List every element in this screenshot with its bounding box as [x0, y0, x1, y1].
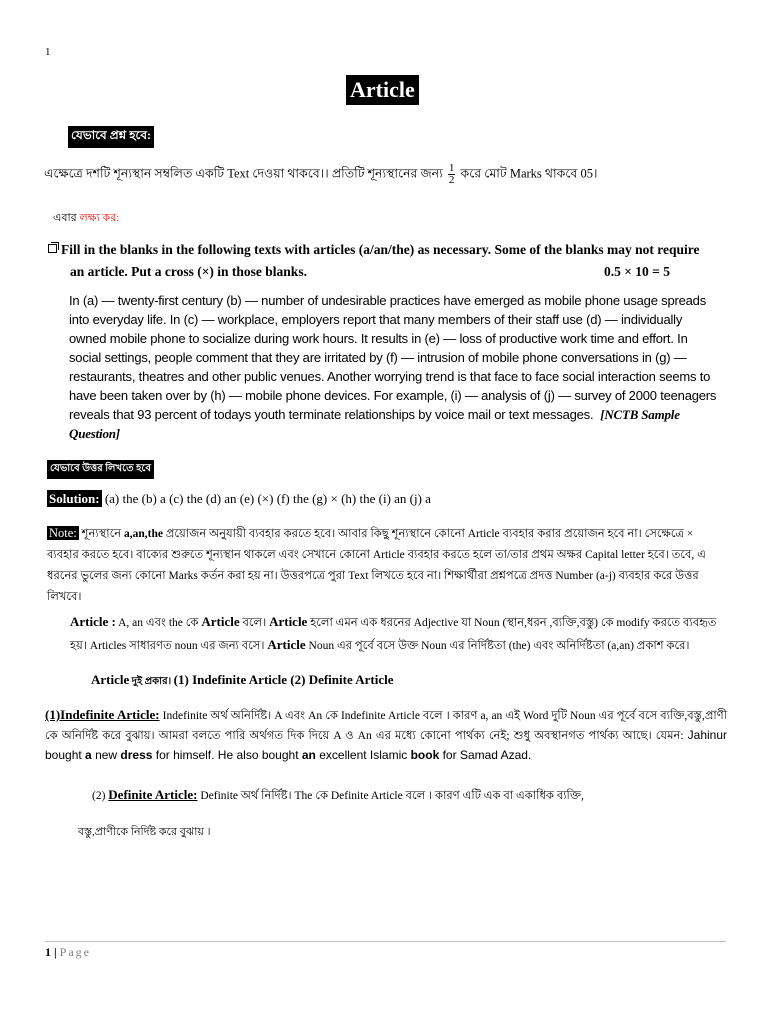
article-definition [70, 611, 720, 657]
note-paragraph [47, 523, 727, 608]
instruction-line-1: Fill in the blanks in the following texts with articles (a/an/the) as necessary. Some of the blanks may not require [61, 242, 700, 257]
article-def-p2: বলে। [239, 617, 270, 629]
now-observe-line [53, 209, 119, 228]
fraction-denominator: 2 [448, 174, 455, 186]
passage-text [69, 291, 717, 443]
types-a: Article [91, 672, 130, 687]
solution-answers: (a) the (b) a (c) the (d) an (e) (×) (f) the (g) × (h) the (i) an (j) a [104, 491, 431, 506]
intro-before: এক্ষেত্রে দশটি শূন্যস্থান সম্বলিত একটি Text দেওয়া থাকবে।। প্রতিটি শূন্যস্থানের জন্য [44, 166, 443, 181]
how-answer-heading: যেভাবে উত্তর লিখতে হবে [47, 460, 154, 479]
article-def-b1: Article [201, 614, 240, 629]
fraction-numerator: 1 [448, 162, 455, 174]
types-b: দুই প্রকার। [129, 676, 174, 687]
note-part-2: প্রয়োজন অনুযায়ী ব্যবহার করতে হবে। আবার কিছু শূন্যস্থানে কোনো Article ব্যবহার করার প্রয়োজন হবে না। সেক্ষেত্রে × ব্যবহার করতে হবে। বাক্যের শুরুতে শূন্যস্থান থাকলে এবং সেখানে কোনো Article ব্যবহার করতে হলে তা/তার প্রথম অক্ষর Capital letter হবে। তবে, এ ধরনের ভুলের জন্য কোনো Marks কর্তন করা হয় না। উত্তরপত্রে পুরা Text লিখতে হবে না। শিক্ষার্থীরা প্রশ্নপত্রে প্রদত্ত Number (a-j) ব্যবহার করে উত্তর লিখবে। [47, 528, 706, 603]
example-bold: dress [120, 748, 153, 762]
example-bold: a [85, 748, 92, 762]
passage-source: [NCTB Sample Question] [69, 407, 680, 441]
half-fraction [448, 163, 456, 186]
page-footer [45, 945, 91, 960]
how-question-heading: যেভাবে প্রশ্ন হবে: [68, 126, 154, 148]
article-def-p4: Noun এর পূর্বে বসে উক্ত Noun এর নির্দিষ্টতা (the) এবং অনির্দিষ্টতা (a,an) প্রকাশ করে। [305, 640, 690, 652]
checkbox-icon [48, 240, 59, 261]
page-title: Article [346, 75, 419, 105]
intro-after: করে মোট Marks থাকবে 05। [460, 166, 598, 181]
article-def-label: Article : [70, 614, 116, 629]
passage-body: In (a) — twenty-first century (b) — number of undesirable practices have emerged as mobile phone usage spreads into everyday life. In (c) — workplace, employers report that many members of their staff use (d) — individually owned mobile phone to socialize during work hours. It results in (e) — loss of productive work time and effort. In social settings, people comment that they are irritated by (f) — intrusion of mobile phone conversations in (g) — restaurants, theatres and other public venues. Another worrying trend is that face to face social interaction seems to have been taken over by (h) — mobile phone devices. For example, (i) — analysis of (j) — survey of 2000 teenagers reveals that 93 percent of todays youth terminate relationships by voice mail or text messages. [69, 293, 717, 422]
footer-divider [45, 941, 726, 942]
definite-continuation: বস্তু,প্রাণীকে নির্দিষ্ট করে বুঝায় । [78, 826, 211, 838]
example-part: for himself. He also bought [152, 748, 302, 762]
footer-page-number: 1 [45, 945, 51, 959]
intro-line [44, 163, 597, 186]
article-def-b3: Article [267, 637, 306, 652]
observe-highlight: লক্ষ্য কর: [79, 212, 120, 224]
definite-num: (2) [92, 790, 109, 802]
example-part: for Samad Azad. [439, 748, 532, 762]
now-prefix: এবার [53, 212, 80, 224]
article-types-line [91, 672, 394, 691]
top-page-number: 1 [45, 46, 51, 58]
example-bold: book [410, 748, 440, 762]
solution-row [47, 491, 431, 507]
indefinite-bn: Indefinite অর্থ অনির্দিষ্ট। A এবং An কে Indefinite Article বলে । কারণ a, an এই Word দুটি Noun এর পূর্বে বসে ব্যক্তি,বস্তু,প্রাণী কে অনির্দিষ্ট করে বুঝায়। আমরা বলতে পারি অর্থগত দিক দিয়ে A ও An এর মধ্যে কোনো পার্থক্য নেই; শুধু অবস্থানগত পার্থক্য আছে। যেমন: [45, 710, 727, 742]
example-part: new [91, 748, 121, 762]
article-def-p3: হলো এমন এক ধরনের Adjective যা Noun (স্থান,ধরন ,ব্যক্তি,বস্তু) কে modify করতে ব্যবহৃত হয়। Articles সাধারণত noun এর জন্য বসে। [70, 617, 717, 652]
definite-article-section [92, 787, 584, 806]
indefinite-label: (1)Indefinite Article: [45, 707, 160, 722]
example-part: excellent Islamic [315, 748, 411, 762]
example-part: Jahinur bought [45, 728, 727, 762]
types-c: (1) Indefinite Article (2) Definite Article [173, 672, 394, 687]
note-part-1: শূন্যস্থানে [78, 528, 124, 540]
footer-separator: | [51, 945, 60, 959]
instruction-line-2: an article. Put a cross (×) in those blanks. [70, 264, 307, 279]
instruction-marks: 0.5 × 10 = 5 [603, 264, 670, 279]
indefinite-article-section [45, 705, 727, 766]
footer-page-label: Page [59, 945, 91, 959]
definite-text: Definite অর্থ নির্দিষ্ট। The কে Definite Article বলে । কারণ এটি এক বা একাধিক ব্যক্তি, [197, 790, 584, 802]
solution-label: Solution: [49, 491, 100, 506]
example-bold: an [301, 748, 316, 762]
definite-label: Definite Article: [108, 787, 198, 802]
note-bold-articles: a,an,the [123, 528, 163, 540]
question-instruction [48, 239, 728, 282]
article-def-b2: Article [269, 614, 308, 629]
note-label: Note: [49, 526, 77, 540]
article-def-p1: A, an এবং the কে [115, 617, 202, 629]
